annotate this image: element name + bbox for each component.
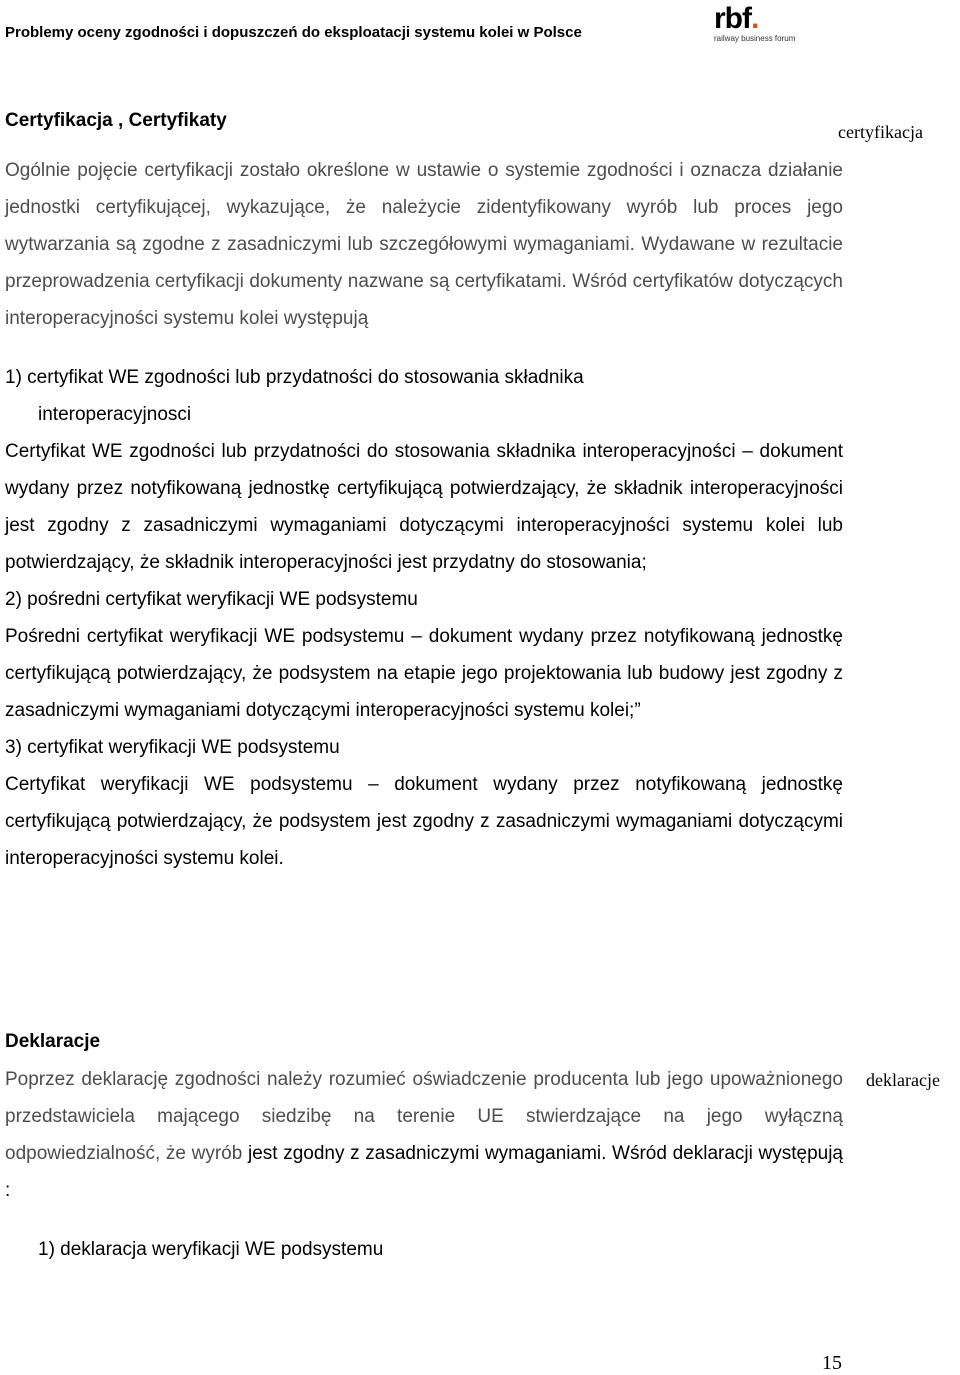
item2-body: Pośredni certyfikat weryfikacji WE podsystemu – dokument wydany przez notyfikowaną jednostkę certyfikującą potwierdzający, że podsystem na etapie jego projektowania lub budowy jest zgodny z zasadniczymi wymaganiami dotyczącymi interoperacyjności systemu kolei;” <box>5 626 843 721</box>
item2-title: 2) pośredni certyfikat weryfikacji WE podsystemu <box>5 589 418 610</box>
section2-intro-gray: Poprzez deklarację zgodności należy rozumieć oświadczenie producenta lub jego upoważnionego przedstawiciela mającego siedzibę na terenie UE stwierdzające na jego wyłączną odpowiedzialność, że wyrób <box>5 1069 843 1164</box>
section2-body <box>5 1061 843 1268</box>
section2-intro-black: jest zgodny z zasadniczymi wymaganiami. Wśród deklaracji występują : <box>5 1143 843 1201</box>
section2-item1: 1) deklaracja weryfikacji WE podsystemu <box>38 1239 384 1260</box>
section1-intro: Ogólnie pojęcie certyfikacji zostało określone w ustawie o systemie zgodności i oznacza działanie jednostki certyfikującej, wykazujące, że należycie zidentyfikowany wyrób lub proces jego wytwarzania są zgodne z zasadniczymi lub szczegółowymi wymaganiami. Wydawane w rezultacie przeprowadzenia certyfikacji dokumenty nazwane są certyfikatami. Wśród certyfikatów dotyczących interoperacyjności systemu kolei występują <box>5 160 843 329</box>
section-heading-certyfikacja: Certyfikacja , Certyfikaty <box>5 110 227 131</box>
page-number: 15 <box>822 1352 842 1374</box>
margin-note-certyfikacja: certyfikacja <box>838 122 923 142</box>
rbf-logo <box>714 4 794 42</box>
item3-body: Certyfikat weryfikacji WE podsystemu – dokument wydany przez notyfikowaną jednostkę certyfikującą potwierdzający, że podsystem jest zgodny z zasadniczymi wymaganiami dotyczącymi interoperacyjności systemu kolei. <box>5 774 843 869</box>
logo-mark: rbf. <box>714 2 759 35</box>
logo-subtitle: railway business forum <box>714 34 796 43</box>
section-heading-deklaracje: Deklaracje <box>5 1031 101 1052</box>
section1-body <box>5 152 843 877</box>
item1-body: Certyfikat WE zgodności lub przydatności do stosowania składnika interoperacyjności – dokument wydany przez notyfikowaną jednostkę certyfikującą potwierdzający, że składnik interoperacyjności jest zgodny z zasadniczymi wymaganiami dotyczącymi interoperacyjności systemu kolei lub potwierdzający, że składnik interoperacyjności jest przydatny do stosowania; <box>5 441 843 573</box>
section2-intro <box>5 1061 843 1209</box>
margin-note-deklaracje: deklaracje <box>866 1070 940 1090</box>
item1-title-cont: interoperacyjnosci <box>38 404 192 425</box>
item1-title: 1) certyfikat WE zgodności lub przydatności do stosowania składnika <box>5 367 584 388</box>
document-title: Problemy oceny zgodności i dopuszczeń do eksploatacji systemu kolei w Polsce <box>5 24 582 41</box>
item3-title: 3) certyfikat weryfikacji WE podsystemu <box>5 737 340 758</box>
